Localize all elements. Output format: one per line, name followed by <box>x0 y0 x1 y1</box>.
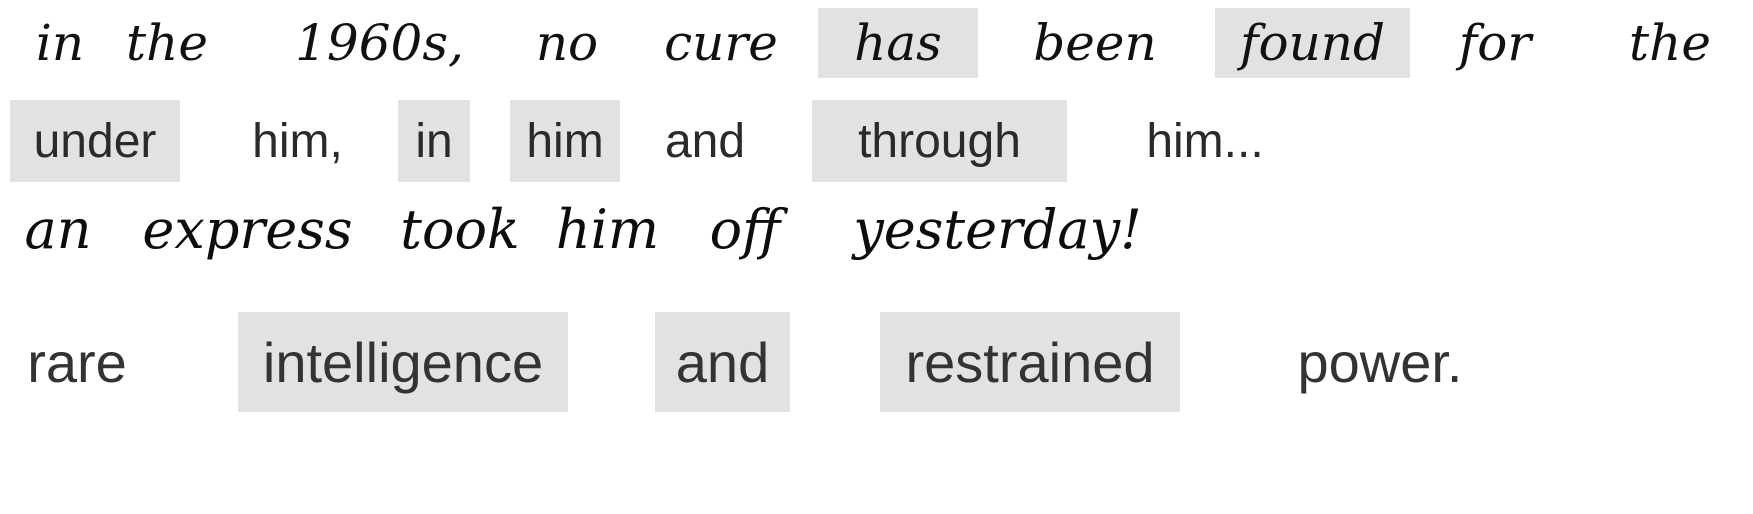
word: and <box>655 312 790 412</box>
word: cure <box>664 14 778 72</box>
word: through <box>812 100 1067 182</box>
word: him, <box>252 114 343 168</box>
word: under <box>10 100 180 182</box>
word: the <box>126 14 208 72</box>
word: an <box>24 197 92 261</box>
word: has <box>818 8 978 78</box>
handwritten-line-3 <box>0 186 1753 272</box>
word: him <box>510 100 620 182</box>
word: and <box>664 114 746 168</box>
word: been <box>1033 14 1157 72</box>
handwritten-line-2 <box>0 100 1753 182</box>
word: took <box>400 197 520 261</box>
word: express <box>142 197 353 261</box>
word: rare <box>27 330 127 394</box>
word: 1960s, <box>295 14 464 72</box>
word: in <box>398 100 470 182</box>
handwritten-line-4 <box>0 312 1753 412</box>
word: off <box>709 197 781 261</box>
word: yesterday! <box>853 197 1142 261</box>
word: him <box>555 197 660 261</box>
word: no <box>535 14 599 72</box>
word: found <box>1215 8 1410 78</box>
word: intelligence <box>238 312 568 412</box>
handwritten-line-1 <box>0 8 1753 78</box>
word: the <box>1629 14 1711 72</box>
word: for <box>1458 14 1532 72</box>
word: him... <box>1146 114 1264 168</box>
word: restrained <box>880 312 1180 412</box>
word: power. <box>1297 330 1463 394</box>
word: in <box>35 14 85 72</box>
